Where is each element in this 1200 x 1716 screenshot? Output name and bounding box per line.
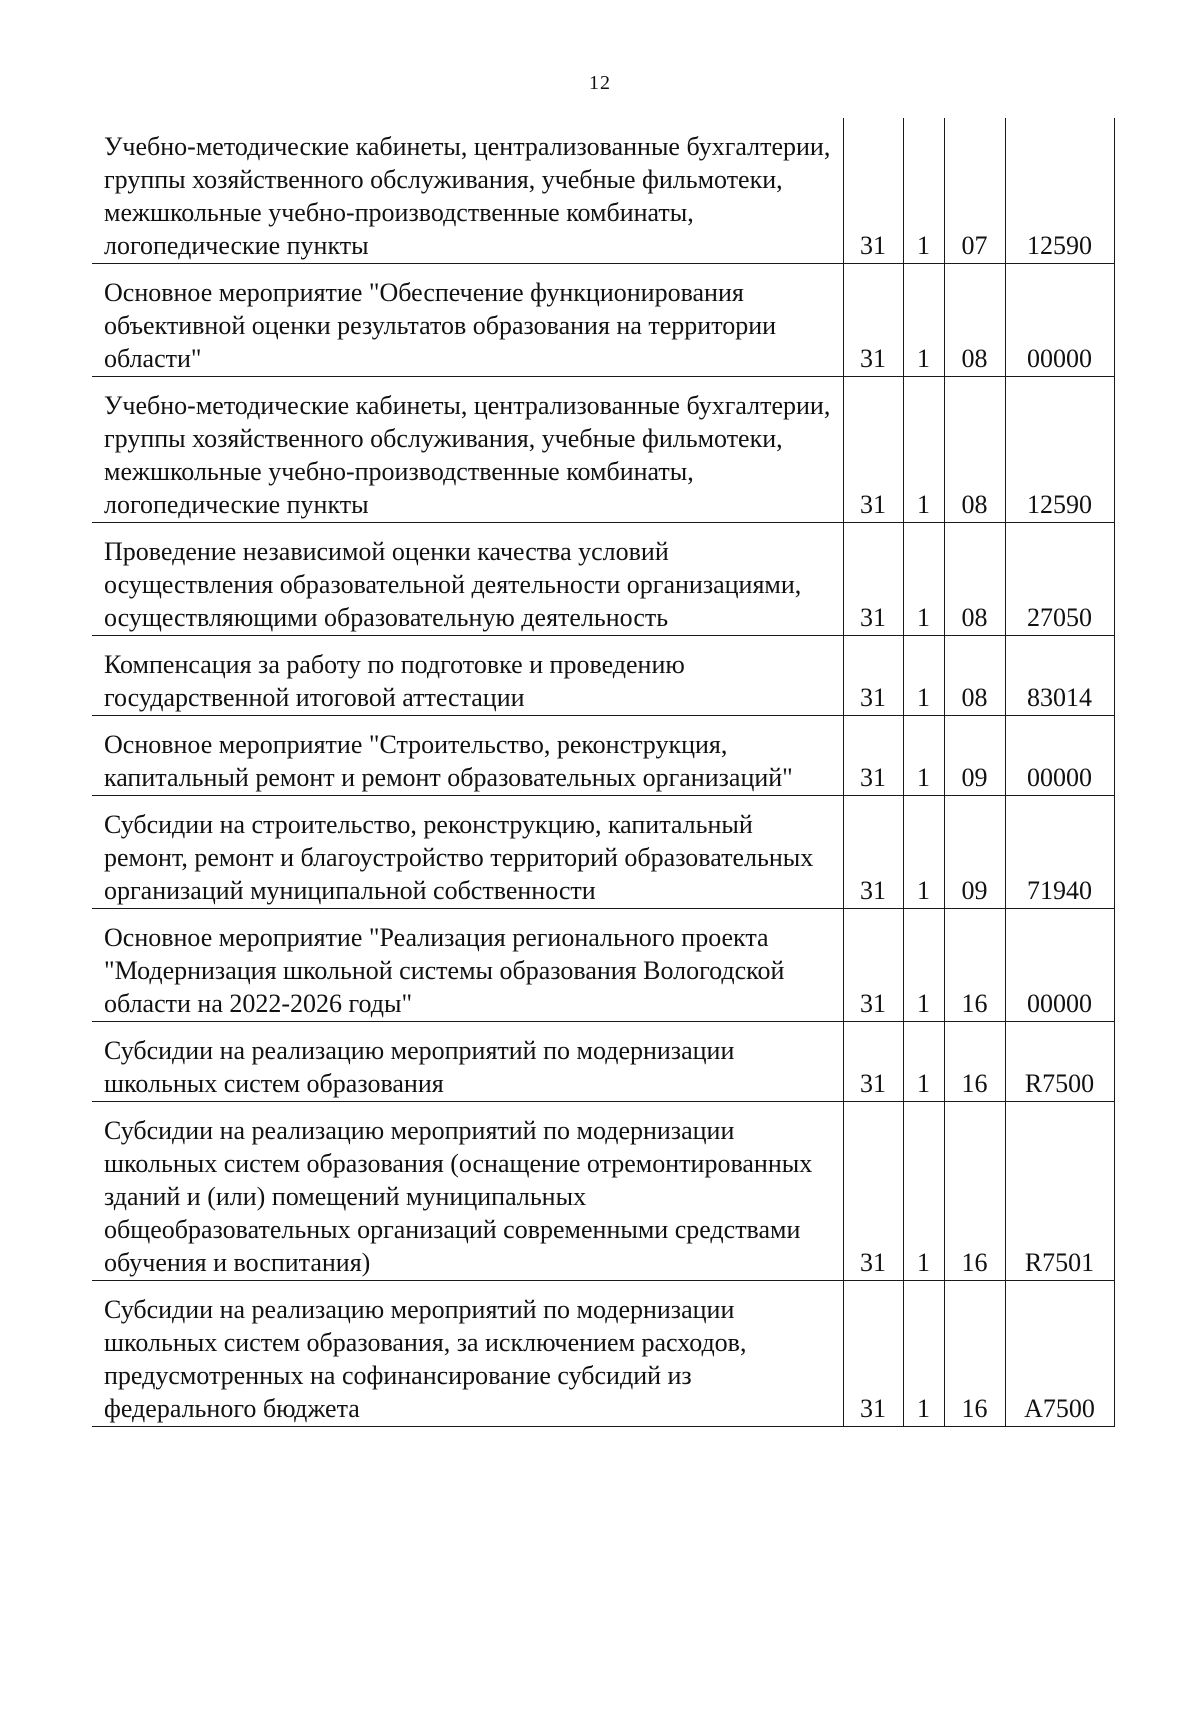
code-direction: 12590 — [1005, 377, 1114, 523]
expense-item-name: Основное мероприятие "Обеспечение функционирования объективной оценки результатов образования на территории области" — [92, 264, 843, 377]
code-direction: 71940 — [1005, 796, 1114, 909]
code-main-activity: 08 — [944, 636, 1005, 716]
expense-item-name: Компенсация за работу по подготовке и проведению государственной итоговой аттестации — [92, 636, 843, 716]
code-direction: 12590 — [1005, 118, 1114, 264]
page-number: 12 — [589, 72, 611, 94]
code-direction: 83014 — [1005, 636, 1114, 716]
table-row — [92, 377, 1114, 523]
code-main-activity: 16 — [944, 1022, 1005, 1102]
expense-item-name: Учебно-методические кабинеты, централизованные бухгалтерии, группы хозяйственного обслуживания, учебные фильмотеки, межшкольные учебно-производственные комбинаты, логопедические пункты — [92, 377, 843, 523]
code-subprogram: 1 — [903, 716, 944, 796]
code-direction: R7501 — [1005, 1102, 1114, 1281]
code-subprogram: 1 — [903, 909, 944, 1022]
code-program: 31 — [843, 1102, 903, 1281]
code-main-activity: 07 — [944, 118, 1005, 264]
table-row — [92, 1102, 1114, 1281]
table-row — [92, 796, 1114, 909]
code-subprogram: 1 — [903, 796, 944, 909]
table-row — [92, 636, 1114, 716]
code-direction: 00000 — [1005, 716, 1114, 796]
code-subprogram: 1 — [903, 1022, 944, 1102]
code-direction: 00000 — [1005, 264, 1114, 377]
code-main-activity: 08 — [944, 377, 1005, 523]
table-row — [92, 118, 1114, 264]
code-subprogram: 1 — [903, 1102, 944, 1281]
code-program: 31 — [843, 523, 903, 636]
code-program: 31 — [843, 796, 903, 909]
code-subprogram: 1 — [903, 1281, 944, 1427]
code-program: 31 — [843, 1022, 903, 1102]
table-row — [92, 909, 1114, 1022]
expense-item-name: Учебно-методические кабинеты, централизованные бухгалтерии, группы хозяйственного обслуживания, учебные фильмотеки, межшкольные учебно-производственные комбинаты, логопедические пункты — [92, 118, 843, 264]
expense-item-name: Субсидии на реализацию мероприятий по модернизации школьных систем образования (оснащение отремонтированных зданий и (или) помещений муниципальных общеобразовательных организаций современными средствами обучения и воспитания) — [92, 1102, 843, 1281]
code-program: 31 — [843, 118, 903, 264]
expense-item-name: Субсидии на реализацию мероприятий по модернизации школьных систем образования — [92, 1022, 843, 1102]
code-program: 31 — [843, 264, 903, 377]
code-main-activity: 09 — [944, 716, 1005, 796]
code-program: 31 — [843, 1281, 903, 1427]
code-direction: A7500 — [1005, 1281, 1114, 1427]
table-row — [92, 1022, 1114, 1102]
code-subprogram: 1 — [903, 264, 944, 377]
code-program: 31 — [843, 377, 903, 523]
code-main-activity: 08 — [944, 523, 1005, 636]
code-program: 31 — [843, 636, 903, 716]
code-main-activity: 16 — [944, 1281, 1005, 1427]
expense-item-name: Субсидии на строительство, реконструкцию, капитальный ремонт, ремонт и благоустройство территорий образовательных организаций муниципальной собственности — [92, 796, 843, 909]
code-subprogram: 1 — [903, 118, 944, 264]
code-subprogram: 1 — [903, 523, 944, 636]
code-direction: R7500 — [1005, 1022, 1114, 1102]
table-row — [92, 716, 1114, 796]
expense-item-name: Проведение независимой оценки качества условий осуществления образовательной деятельности организациями, осуществляющими образовательную деятельность — [92, 523, 843, 636]
budget-classification-table — [92, 118, 1115, 1427]
code-program: 31 — [843, 909, 903, 1022]
expense-item-name: Основное мероприятие "Строительство, реконструкция, капитальный ремонт и ремонт образовательных организаций" — [92, 716, 843, 796]
code-direction: 00000 — [1005, 909, 1114, 1022]
code-subprogram: 1 — [903, 636, 944, 716]
code-main-activity: 09 — [944, 796, 1005, 909]
code-direction: 27050 — [1005, 523, 1114, 636]
table-row — [92, 523, 1114, 636]
expense-item-name: Субсидии на реализацию мероприятий по модернизации школьных систем образования, за исключением расходов, предусмотренных на софинансирование субсидий из федерального бюджета — [92, 1281, 843, 1427]
code-main-activity: 16 — [944, 1102, 1005, 1281]
code-subprogram: 1 — [903, 377, 944, 523]
expense-item-name: Основное мероприятие "Реализация регионального проекта "Модернизация школьной системы образования Вологодской области на 2022-2026 годы" — [92, 909, 843, 1022]
code-main-activity: 08 — [944, 264, 1005, 377]
table-row — [92, 1281, 1114, 1427]
code-program: 31 — [843, 716, 903, 796]
code-main-activity: 16 — [944, 909, 1005, 1022]
table-row — [92, 264, 1114, 377]
table-body — [92, 118, 1114, 1427]
